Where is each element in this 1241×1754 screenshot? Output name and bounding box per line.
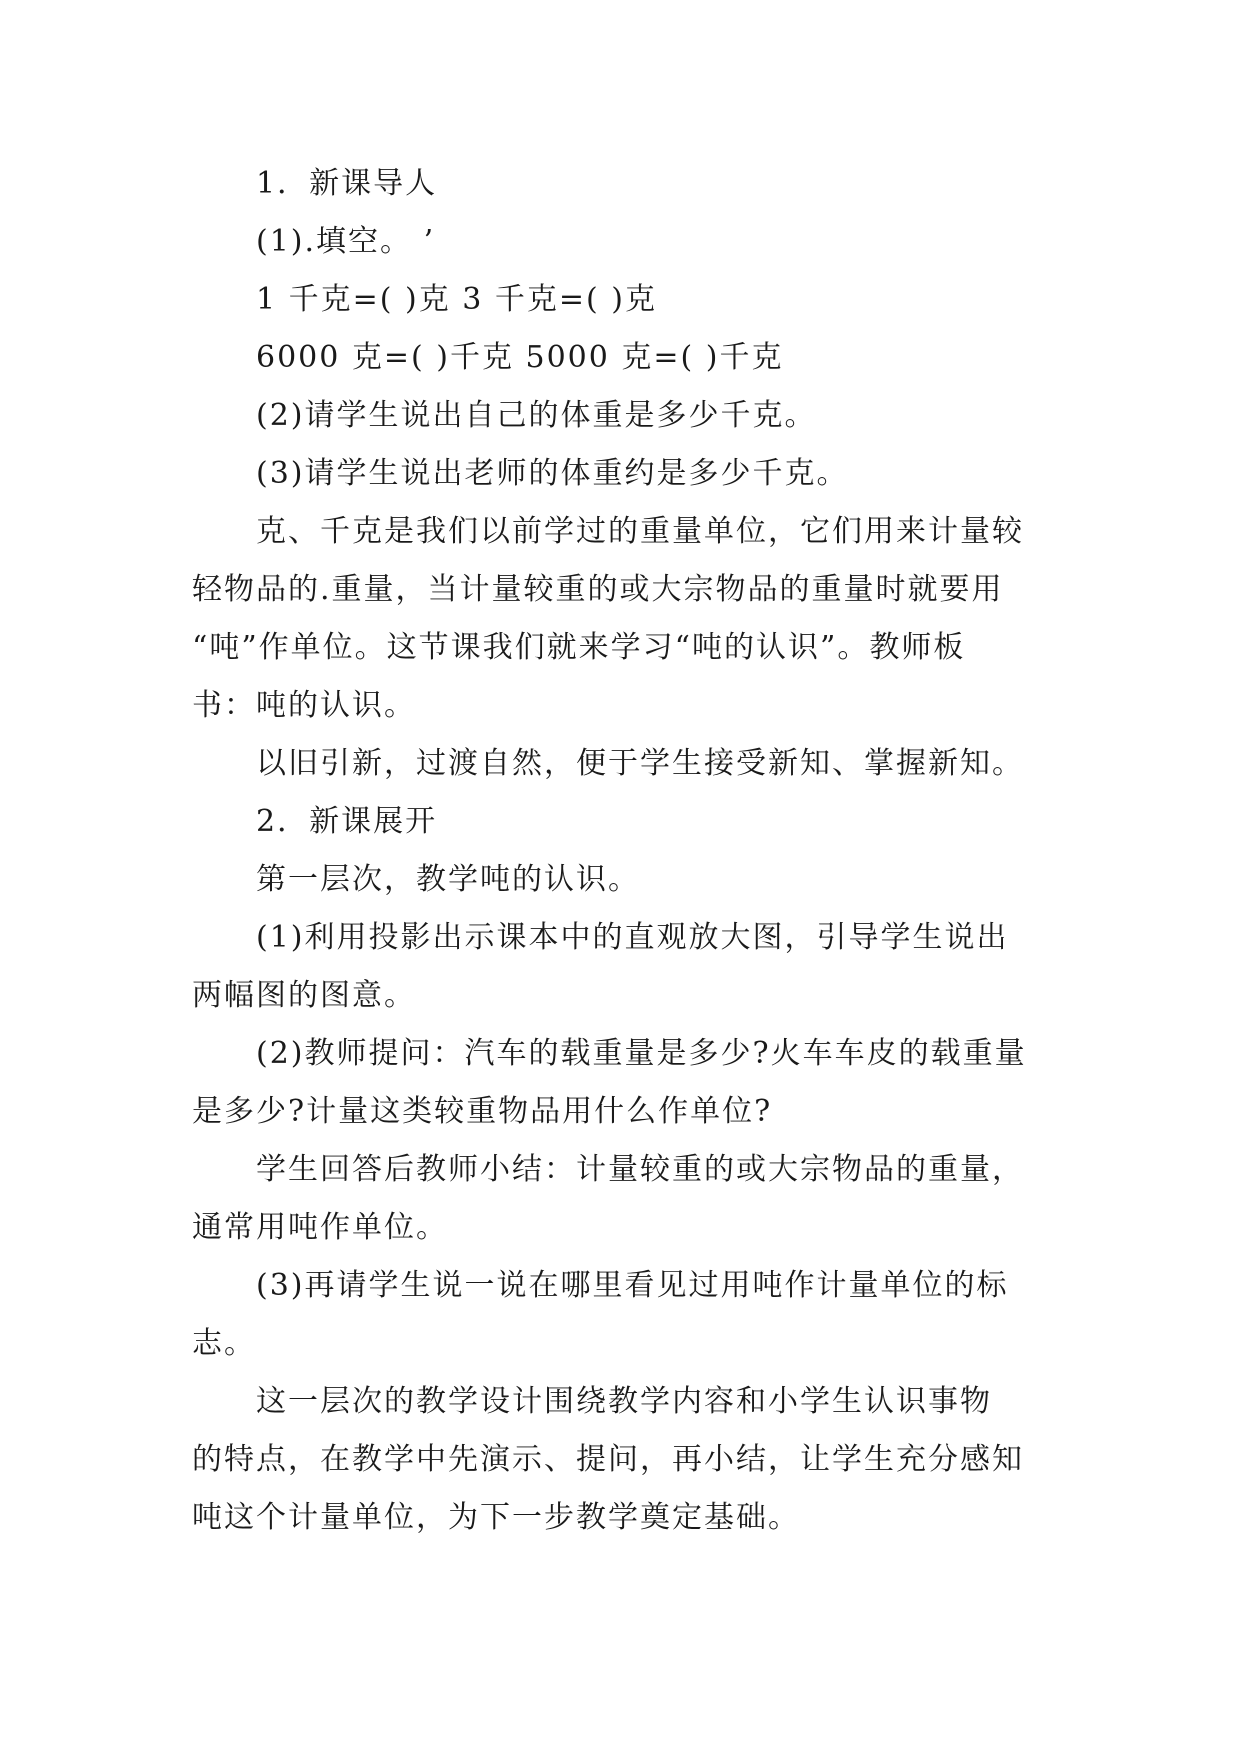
text-line: 书：吨的认识。 [192, 688, 416, 723]
text-line: 1．新课导人 [256, 166, 438, 201]
text-line: 学生回答后教师小结：计量较重的或大宗物品的重量， [256, 1152, 1024, 1187]
text-line: 吨这个计量单位，为下一步教学奠定基础。 [192, 1500, 800, 1535]
text-line: 克、千克是我们以前学过的重量单位，它们用来计量较 [256, 514, 1024, 549]
text-line: 这一层次的教学设计围绕教学内容和小学生认识事物 [256, 1384, 992, 1419]
text-line: 两幅图的图意。 [192, 978, 416, 1013]
text-line: 通常用吨作单位。 [192, 1210, 448, 1245]
text-line: 以旧引新，过渡自然，便于学生接受新知、掌握新知。 [256, 746, 1024, 781]
text-line: 1 千克=( )克 3 千克=( )克 [256, 282, 657, 317]
text-line: 志。 [192, 1326, 256, 1361]
text-line: 的特点，在教学中先演示、提问，再小结，让学生充分感知 [192, 1442, 1024, 1477]
text-line: (1).填空。 ’ [256, 224, 436, 259]
text-line: 第一层次，教学吨的认识。 [256, 862, 640, 897]
text-line: (3)请学生说出老师的体重约是多少千克。 [256, 456, 849, 491]
document-page [192, 155, 1064, 1547]
text-line: 是多少?计量这类较重物品用什么作单位? [192, 1094, 773, 1129]
text-line: (2)教师提问：汽车的载重量是多少?火车车皮的载重量 [256, 1036, 1027, 1071]
text-line: “吨”作单位。这节课我们就来学习“吨的认识”。教师板 [192, 630, 966, 665]
text-line: (3)再请学生说一说在哪里看见过用吨作计量单位的标 [256, 1268, 1009, 1303]
text-line: (1)利用投影出示课本中的直观放大图，引导学生说出 [256, 920, 1009, 955]
text-line: 轻物品的.重量，当计量较重的或大宗物品的重量时就要用 [192, 572, 1004, 607]
text-line: 6000 克=( )千克 5000 克=( )千克 [256, 340, 784, 375]
text-line: (2)请学生说出自己的体重是多少千克。 [256, 398, 817, 433]
text-line: 2．新课展开 [256, 804, 438, 839]
